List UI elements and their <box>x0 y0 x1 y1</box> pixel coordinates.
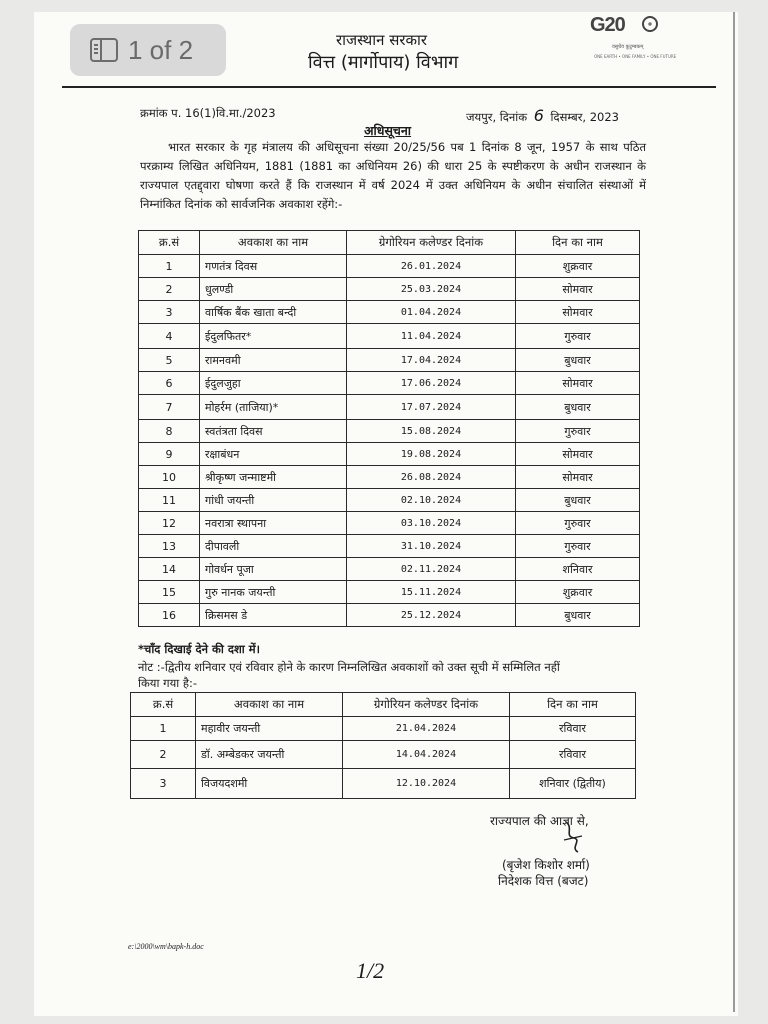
day-name-cell: बुधवार <box>516 489 640 512</box>
holiday-name-cell: गांधी जयन्ती <box>200 489 347 512</box>
col-serial: क्र.सं <box>139 231 200 255</box>
page-edge <box>733 12 735 1012</box>
day-name-cell: रविवार <box>510 717 636 741</box>
note-line-1: नोट :-द्वितीय शनिवार एवं रविवार होने के कारण निम्नलिखित अवकाशों को उक्त सूची में सम्मिलित नहीं <box>138 660 560 674</box>
table-row <box>139 489 640 512</box>
holiday-name-cell: रक्षाबंधन <box>200 443 347 466</box>
col-day-name: दिन का नाम <box>516 231 640 255</box>
date-day: 6 <box>533 106 544 125</box>
serial-cell: 8 <box>139 420 200 443</box>
date-cell: 17.06.2024 <box>347 372 516 395</box>
table-header-row <box>131 693 636 717</box>
pages-icon <box>90 38 118 62</box>
holiday-name-cell: डॉ. अम्बेडकर जयन्ती <box>196 741 343 769</box>
day-name-cell: सोमवार <box>516 278 640 301</box>
serial-cell: 1 <box>139 255 200 278</box>
handwritten-signature <box>560 818 590 858</box>
date-cell: 21.04.2024 <box>343 717 510 741</box>
serial-cell: 9 <box>139 443 200 466</box>
table-row <box>139 443 640 466</box>
holiday-name-cell: ईदुलजुहा <box>200 372 347 395</box>
date-cell: 12.10.2024 <box>343 769 510 799</box>
col-gregorian-date: ग्रेगोरियन कलेण्डर दिनांक <box>347 231 516 255</box>
day-name-cell: शुक्रवार <box>516 581 640 604</box>
reference-number: क्रमांक प. 16(1)वि.मा./2023 <box>140 106 276 120</box>
col-day-name: दिन का नाम <box>510 693 636 717</box>
serial-cell: 13 <box>139 535 200 558</box>
holiday-name-cell: धुलण्डी <box>200 278 347 301</box>
notice-heading: अधिसूचना <box>364 123 412 138</box>
serial-cell: 15 <box>139 581 200 604</box>
letterhead-line2: वित्त (मार्गोपाय) विभाग <box>308 52 459 73</box>
holiday-name-cell: गुरु नानक जयन्ती <box>200 581 347 604</box>
excluded-holiday-table <box>130 692 636 799</box>
holiday-name-cell: मोहर्रम (ताजिया)* <box>200 395 347 420</box>
date-cell: 15.11.2024 <box>347 581 516 604</box>
holiday-name-cell: श्रीकृष्ण जन्माष्टमी <box>200 466 347 489</box>
date-cell: 02.11.2024 <box>347 558 516 581</box>
date-cell: 11.04.2024 <box>347 324 516 349</box>
serial-cell: 6 <box>139 372 200 395</box>
date-cell: 01.04.2024 <box>347 301 516 324</box>
date-cell: 26.08.2024 <box>347 466 516 489</box>
table-row <box>139 349 640 372</box>
place-date <box>466 106 619 125</box>
day-name-cell: बुधवार <box>516 395 640 420</box>
g20-tagline: ONE EARTH • ONE FAMILY • ONE FUTURE <box>594 54 677 59</box>
holiday-name-cell: नवरात्रा स्थापना <box>200 512 347 535</box>
serial-cell: 12 <box>139 512 200 535</box>
serial-cell: 16 <box>139 604 200 627</box>
table-row <box>139 301 640 324</box>
day-name-cell: गुरुवार <box>516 535 640 558</box>
table-row <box>139 278 640 301</box>
serial-cell: 14 <box>139 558 200 581</box>
date-cell: 25.03.2024 <box>347 278 516 301</box>
note-line-2: किया गया है:- <box>138 676 198 690</box>
table-row <box>131 741 636 769</box>
serial-cell: 3 <box>131 769 196 799</box>
holiday-table <box>138 230 640 627</box>
table-row <box>139 420 640 443</box>
serial-cell: 2 <box>131 741 196 769</box>
holiday-name-cell: क्रिसमस डे <box>200 604 347 627</box>
table-row <box>139 372 640 395</box>
g20-logo <box>590 14 677 64</box>
day-name-cell: गुरुवार <box>516 324 640 349</box>
col-serial: क्र.सं <box>131 693 196 717</box>
date-cell: 26.01.2024 <box>347 255 516 278</box>
table-row <box>139 255 640 278</box>
serial-cell: 4 <box>139 324 200 349</box>
date-cell: 03.10.2024 <box>347 512 516 535</box>
holiday-name-cell: गणतंत्र दिवस <box>200 255 347 278</box>
table-row <box>139 535 640 558</box>
page-mark: 1/2 <box>356 958 385 983</box>
holiday-name-cell: स्वतंत्रता दिवस <box>200 420 347 443</box>
place-date-label: जयपुर, दिनांक <box>466 110 528 124</box>
day-name-cell: शनिवार <box>516 558 640 581</box>
date-cell: 31.10.2024 <box>347 535 516 558</box>
holiday-name-cell: गोवर्धन पूजा <box>200 558 347 581</box>
g20-logo-text: G20 <box>590 14 625 36</box>
col-gregorian-date: ग्रेगोरियन कलेण्डर दिनांक <box>343 693 510 717</box>
serial-cell: 7 <box>139 395 200 420</box>
signatory-name: (बृजेश किशोर शर्मा) <box>502 858 590 872</box>
date-month-year: दिसम्बर, 2023 <box>550 110 619 124</box>
table-header-row <box>139 231 640 255</box>
holiday-name-cell: विजयदशमी <box>196 769 343 799</box>
col-holiday-name: अवकाश का नाम <box>196 693 343 717</box>
day-name-cell: सोमवार <box>516 301 640 324</box>
header-divider <box>62 86 716 88</box>
day-name-cell: गुरुवार <box>516 512 640 535</box>
serial-cell: 5 <box>139 349 200 372</box>
moon-note: *चाँद दिखाई देने की दशा में। <box>138 642 260 656</box>
date-cell: 25.12.2024 <box>347 604 516 627</box>
letterhead-line1: राजस्थान सरकार <box>336 31 428 49</box>
day-name-cell: गुरुवार <box>516 420 640 443</box>
page-indicator-text: 1 of 2 <box>128 34 194 65</box>
lotus-earth-icon <box>642 16 658 32</box>
date-cell: 14.04.2024 <box>343 741 510 769</box>
serial-cell: 10 <box>139 466 200 489</box>
day-name-cell: सोमवार <box>516 466 640 489</box>
file-path: e:\2000\wm\bapk-h.doc <box>128 942 204 951</box>
holiday-name-cell: दीपावली <box>200 535 347 558</box>
holiday-name-cell: वार्षिक बैंक खाता बन्दी <box>200 301 347 324</box>
holiday-name-cell: महावीर जयन्ती <box>196 717 343 741</box>
table-row <box>139 512 640 535</box>
table-row <box>139 558 640 581</box>
holiday-name-cell: ईदुलफितर* <box>200 324 347 349</box>
col-holiday-name: अवकाश का नाम <box>200 231 347 255</box>
date-cell: 17.07.2024 <box>347 395 516 420</box>
table-row <box>139 581 640 604</box>
day-name-cell: रविवार <box>510 741 636 769</box>
date-cell: 15.08.2024 <box>347 420 516 443</box>
table-row <box>139 395 640 420</box>
notice-body: भारत सरकार के गृह मंत्रालय की अधिसूचना संख्या 20/25/56 पब 1 दिनांक 8 जून, 1957 के साथ पठित परक्राम्य लिखित अधिनियम, 1881 (1881 का अधिनियम 26) की धारा 25 के स्पष्टीकरण के अधीन राजस्थान के राज्यपाल एतद्द्वारा घोषणा करते हैं कि राजस्थान में वर्ष 2024 में उक्त अधिनियम के अधीन संचालित संस्थाओं में निम्नांकित दिनांक को सार्वजनिक अवकाश रहेंगे:- <box>140 140 646 211</box>
table-row <box>139 466 640 489</box>
signatory-designation: निदेशक वित्त (बजट) <box>498 874 589 888</box>
day-name-cell: शुक्रवार <box>516 255 640 278</box>
date-cell: 19.08.2024 <box>347 443 516 466</box>
table-row <box>131 769 636 799</box>
table-row <box>139 324 640 349</box>
serial-cell: 11 <box>139 489 200 512</box>
holiday-name-cell: रामनवमी <box>200 349 347 372</box>
serial-cell: 1 <box>131 717 196 741</box>
date-cell: 02.10.2024 <box>347 489 516 512</box>
serial-cell: 2 <box>139 278 200 301</box>
date-cell: 17.04.2024 <box>347 349 516 372</box>
day-name-cell: सोमवार <box>516 443 640 466</box>
serial-cell: 3 <box>139 301 200 324</box>
day-name-cell: सोमवार <box>516 372 640 395</box>
day-name-cell: शनिवार (द्वितीय) <box>510 769 636 799</box>
table-row <box>131 717 636 741</box>
g20-caption: वसुधैव कुटुम्बकम् <box>612 44 644 50</box>
page-indicator[interactable] <box>70 24 226 76</box>
day-name-cell: बुधवार <box>516 604 640 627</box>
table-row <box>139 604 640 627</box>
day-name-cell: बुधवार <box>516 349 640 372</box>
governor-order-line: राज्यपाल की आज्ञा से, <box>490 814 589 828</box>
